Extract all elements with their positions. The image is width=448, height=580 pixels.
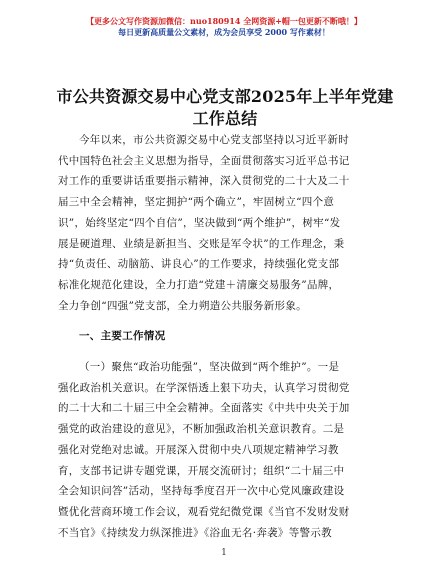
intro-line: 标准化规范化建设，全力打造“党建＋清廉交易服务”品牌， (58, 278, 340, 291)
para-line: 强党的政治建设的意见》，不断加强政治机关意识教育。二是 (58, 423, 345, 436)
page-number: 1 (221, 548, 227, 558)
para-line: 育，支部书记讲专题党课，开展交流研讨；组织“二十届三中 (58, 464, 345, 477)
intro-line: 对工作的重要讲话重要指示精神，深入贯彻党的二十大及二十 (58, 175, 350, 188)
intro-line: 今年以来，市公共资源交易中心党支部坚持以习近平新时 (79, 134, 349, 146)
intro-line: 识”，始终坚定“四个自信”，坚决做到“两个维护”，树牢“发 (58, 216, 341, 229)
para-line: （一）聚焦“政治功能强”，坚决做到“两个维护”。一是 (79, 361, 340, 374)
para-line: 暨优化营商环境工作会议，观看党纪微党课《当官不发财发财 (58, 505, 350, 518)
intro-line: 全力争创“四强”党支部，全力朔造公共服务新形象。 (58, 299, 307, 312)
intro-line: 持“负责任、动脑筋、讲良心”的工作要求，持续强化党支部 (58, 258, 340, 271)
para-line: 的二十大和二十届三中全会精神。全面落实《中共中央关于加 (58, 402, 350, 415)
intro-line: 届三中全会精神，坚定拥护“两个确立”，牢固树立“四个意 (58, 196, 335, 209)
section-heading-1: 一、主要工作情况 (79, 330, 166, 343)
promo-banner-line-1: 【更多公文写作资源加微信：nuo180914 全网资源+帽一包更新不断哦！】 (86, 16, 362, 26)
title-line-1: 市公共资源交易中心党支部2025年上半年党建 (56, 87, 394, 106)
document-title (40, 86, 410, 130)
document-body (58, 130, 396, 543)
para-line: 强化对党绝对忠诚。开展深入贯彻中央八项规定精神学习教 (58, 443, 339, 456)
intro-line: 展是硬道理、业绩是新担当、交账是军令状”的工作理念，秉 (58, 237, 345, 250)
intro-line: 代中国特色社会主义思想为指导，全面贯彻落实习近平总书记 (58, 154, 350, 167)
para-line: 强化政治机关意识。在学深悟透上狠下功夫，认真学习贯彻党 (58, 381, 350, 394)
title-line-2: 工作总结 (192, 109, 258, 128)
promo-banner-line-2: 每日更新高质量公文素材，成为会员享受 2000 写作素材！ (118, 27, 330, 37)
para-line: 不当官》《持续发力纵深推进》《浴血无名·奔袭》等警示教 (58, 526, 332, 539)
para-line: 全会知识问答”活动，坚持每季度召开一次中心党风廉政建设 (58, 485, 345, 498)
